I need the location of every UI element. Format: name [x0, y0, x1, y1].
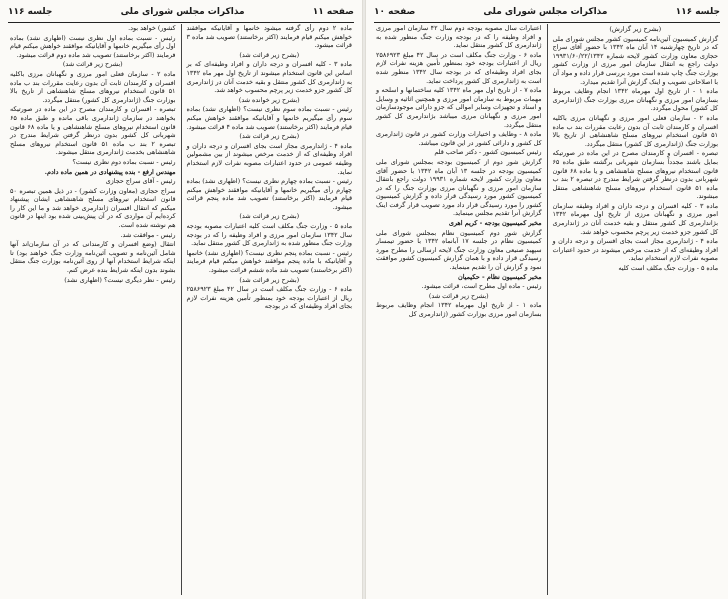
paragraph: ماده ۶ - وزارت جنگ مکلف است در سال ۴۲ مبلغ ۲۵۸۶۹۲۳ ریال از اعتبارات بودجه خود بمنظور تأمین هزینه نفرات لازم بجای افراد وظیفه‌ای که در بودجه سال ۱۳۴۲ منظور شده است به ژاندارمری کل کشور پرداخت نماید. [376, 50, 542, 85]
paragraph: رئیس - نسبت بماده دوم نظری نیست؟ [72, 157, 176, 166]
left-page-title: مذاکرات مجلس شورای ملی [120, 7, 245, 17]
right-page [366, 0, 728, 599]
left-page-session: جلسه ۱۱۶ [8, 7, 53, 17]
paragraph: ماده ۲ دوم رأی گرفته میشود خانمها و آقایانیکه موافقند خواهش میکنم قیام فرمایند (اکثر برخاستند) تصویب شد ماده ۳ قرائت میشود. [186, 24, 352, 50]
stage-direction: (بشرح زیر گزارش) [609, 25, 662, 33]
paragraph: گزارش شور دوم کمیسیون نظام بمجلس شورای ملی کمیسیون نظام در جلسه ۱۷ آبانماه ۱۳۴۲ با حضور تیمسار سپهبد صنیعی معاون وزارت جنگ لایحه ارسالی را مطرح مورد رسیدگی قرار داده و با همان گزارش کمیسیون کشور موافقت نمود و گزارش آن را تقدیم مینماید. [376, 228, 542, 272]
paragraph: کشور) خواهد بود. [128, 24, 176, 32]
column-divider [547, 24, 548, 595]
paragraph: رئیس - نسبت بماده اول نظری نیست (اظهاری نشد) بماده اول رأی میگیریم خانمها و آقایانیکه موافقند خواهش میکنم قیام فرمایند (اکثر برخاستند) تصویب شد ماده دوم قرائت میشود. [10, 33, 176, 59]
paragraph: رئیس - نظر دیگری نیست؟ (اظهاری نشد) [64, 275, 176, 284]
paragraph: تبصره - افسران و کارمندان مصرح در این ماده در صورتیکه بخواهند در سازمان ژاندارمری باقی مانده و طبق ماده ۶۵ قانون استخدام نیروهای مسلح شاهنشاهی و یا ماده ۶۸ قانون شهربانی کل کشور بدون درنظر گرفتن شرایط مندرج در تبصره ۲ بند ب ماده ۵۱ قانون استخدام نیروهای مسلح شاهنشاهی بخدمت ژاندارمری منتقل میشوند. [10, 105, 176, 157]
stage-direction: (بشرح زیر قرائت شد) [239, 132, 300, 141]
paragraph: رئیس - موافقت شد. [120, 230, 176, 239]
paragraph: ماده ۱ - از تاریخ اول مهرماه ۱۳۴۲ انجام وظایف مربوط بسازمان امور مرزی بوزارت کشور (ژاندارمری کل [376, 301, 542, 318]
paragraph: ماده ۲ - سازمان فعلی امور مرزی و نگهبانان مرزی باکلیه افسران و کارمندان ثابت آن بدون رعایت مقررات بند ب ماده ۵۱ قانون استخدام نیروهای مسلح شاهنشاهی از تاریخ بالا بوزارت جنگ (ژاندارمری کل کشور) منتقل میگردد. [10, 69, 176, 104]
stage-direction: (بشرح زیر خوانده شد) [238, 95, 300, 104]
paragraph: ماده ۸ - وظایف و اختیارات وزارت کشور در قانون ژاندارمری کل کشور و دارائی کشور در این قانون میباشد. [376, 130, 542, 147]
paragraph: سراج حجازی (معاون وزارت کشور) - در ذیل همین تبصره ۵۰ قانون استخدام نیروهای مسلح شاهنشاهی ایشان پیشنهاد میکنم که انتقال افسران ژاندارمری خواهد شد و ما این کار را کرده‌ایم آن مواردی که در آن پیش‌بینی شده بود اینها در قانون هم نوشته شده است. [10, 186, 176, 230]
column-divider [181, 24, 182, 595]
stage-direction: (بشرح زیر قرائت شد) [239, 275, 300, 284]
paragraph: ماده ۳ - کلیه افسران و درجه داران و افراد وظیفه سازمان امور مرزی و نگهبانان مرزی از تاریخ اول مهرماه ۱۳۴۲ بژاندارمری کل کشور منتقل و بقیه خدمت آنان در ژاندارمری کل کشور جزو خدمت زیر پرچم محسوب خواهد شد. [552, 201, 718, 236]
paragraph: ماده ۵ - وزارت جنگ مکلف است کلیه اعتبارات مصوبه بودجه سال ۱۳۴۲ سازمان امور مرزی و افراد وظیفه را که در بودجه وزارت جنگ منظور شده به ژاندارمری کل کشور منتقل نماید. [186, 222, 352, 248]
paragraph: ماده ۴ - ژاندارمری مجاز است بجای افسران و درجه داران و افراد وظیفه‌ای که از خدمت مرخص میشوند از بین مشمولین وظیفه عمومی در حدود اعتبارات مصوبه نفرات لازم استخدام نماید. [186, 141, 352, 176]
paragraph: اعتبارات سال مصوبه بودجه دوم سال ۴۲ سازمان امور مرزی و افراد وظیفه را که در بودجه وزارت جنگ منظور شده به ژاندارمری کل کشور منتقل نماید. [376, 24, 542, 50]
paragraph: ماده ۳ - کلیه افسران و درجه داران و افراد وظیفه‌ای که بر اساس این قانون استخدام میشوند از تاریخ اول مهر ماه ۱۳۴۲ به ژاندارمری کل کشور منتقل و بقیه خدمت آنان در ژاندارمری کل کشور جزو خدمت زیر پرچم محسوب خواهد شد. [186, 60, 352, 95]
paragraph: ماده ۶ - وزارت جنگ مکلف است در سال ۴۲ مبلغ ۲۵۸۶۹۲۳ ریال از اعتبارات بودجه خود بمنظور تأمین هزینه نفرات لازم بجای افراد وظیفه‌ای که در بودجه [186, 285, 352, 311]
paragraph: ماده ۱ - از تاریخ اول مهرماه ۱۳۴۲ انجام وظایف مربوط بسازمان امور مرزی و نگهبانان مرزی بوزارت جنگ (ژاندارمری کل کشور) محول میگردد. [552, 87, 718, 113]
right-page-session: جلسه ۱۱۶ [675, 7, 720, 17]
paragraph: مهندس ارفع - بنده پیشنهادی در همین ماده دادم. [44, 167, 176, 176]
right-page-columns [372, 24, 722, 595]
stage-direction: (بشرح زیر قرائت شد) [62, 60, 123, 69]
stage-direction: (بشرح زیر قرائت شد) [239, 212, 300, 221]
paragraph: رئیس - نسبت بماده سوم نظری نیست؟ (اظهاری نشد) بماده سوم رأی میگیریم خانمها و آقایانیکه موافقند خواهش میکنم قیام فرمایند (اکثر برخاستند) تصویب شد ماده ۴ قرائت میشود. [186, 105, 352, 131]
stage-direction: (بشرح زیر قرائت شد) [428, 291, 489, 300]
left-page-header [8, 4, 354, 23]
paragraph: ماده ۷ - از تاریخ اول مهر ماه ۱۳۴۲ کلیه ساختمانها و اسلحه و مهمات مربوط به سازمان امور مرزی و همچنین اثاثیه و وسایل و اسناد و تجهیزات وسایر اموالی که جزو دارائی موجودسازمان امور مرزی و نگهبانان مرزی میباشد بژاندارمری کل کشور منتقل میگردد. [376, 86, 542, 129]
paragraph: ماده ۴ - ژاندارمری مجاز است بجای افسران و درجه داران و افراد وظیفه‌ای که از خدمت مرخص میشوند در حدود اعتبارات مصوبه نفرات لازم استخدام نماید. [552, 237, 718, 263]
left-page [0, 0, 362, 599]
paragraph: رئیس - آقای سراج حجازی [105, 177, 176, 186]
left-page-number: صفحه ۱۱ [312, 7, 354, 17]
paragraph: انتقال (وضع افسران و کارمندانی که در آن سازمان‌اند آنها شامل آئین‌نامه و تصویب آئین‌نامه وزارت جنگ خواهند بود) تا اینکه شرایط استخدام آنها از روی آئین‌نامه بوزارت جنگ منتقل بشوند بدون اینکه شرایط بنده عرض کنم. [10, 240, 176, 275]
paragraph: رئیس کمیسیون کشور - دکتر صاحب قلم [434, 148, 542, 157]
paragraph: ماده ۵ - وزارت جنگ مکلف است کلیه [618, 264, 718, 273]
paragraph: گزارش شور دوم از کمیسیون بودجه بمجلس شورای ملی کمیسیون بودجه در جلسه ۱۳ آبان ماه ۱۳۴۲ با حضور آقای معاون وزارت کشور لایحه شماره ۱۹۹۳۱ دولت راجع بانتقال سازمان امور مرزی و نگهبانان مرزی بوزارت جنگ را که در کمیسیون کشور مورد رسیدگی قرار داده و گزارش کمیسیون کشور را مورد رسیدگی قرار داد مورد تصویب قرار گرفت اینک گزارش آنرا تقدیم مجلس مینماید. [376, 157, 542, 218]
right-page-number: صفحه ۱۰ [374, 7, 416, 17]
paragraph: تبصره - افسران و کارمندان مصرح در این ماده در صورتیکه بمایل باشند مجدداً بسازمان شهربانی برگشته طبق ماده ۶۵ قانون استخدام نیروهای مسلح شاهنشاهی و یا ماده ۶۸ قانون شهربانی بدون درنظر گرفتن شرایط مندرج در تبصره ۲ بند ب ماده ۵۱ قانون استخدام نیروهای مسلح شاهنشاهی منتقل میشوند. [552, 149, 718, 201]
left-page-column-left [6, 24, 180, 595]
paragraph: گزارش کمیسیون آئین‌نامه کمیسیون کشور مجلس شورای ملی که در تاریخ چهارشنبه ۱۴ آبان ماه ۱۳۴۲ با حضور آقای سراج حجازی معاون وزارت کشور لایحه شماره ۱۹۹۳۱/۶۰/۲۲/۱۳۴۲ دولت راجع به انتقال سازمان امور مرزی از وزارت کشور بوزارت جنگ چاپ شده است مورد بررسی قرار داده و مواد آن با اصلاحاتی تصویب و اینک گزارش آنرا تقدیم میدارد. [552, 34, 718, 86]
left-page-columns [6, 24, 356, 595]
paragraph: مخبر کمیسیون بودجه - کریم اهری [448, 219, 542, 228]
paragraph: ماده ۲ - سازمان فعلی امور مرزی و نگهبانان مرزی باکلیه افسران و کارمندان ثابت آن بدون رعایت مقررات بند ب ماده ۵۱ قانون استخدام نیروهای مسلح شاهنشاهی از تاریخ بالا بوزارت جنگ (ژاندارمری کل کشور) منتقل میگردد. [552, 113, 718, 148]
right-page-column-left [372, 24, 546, 595]
right-page-column-right [549, 24, 723, 595]
paragraph: مخبر کمیسیون نظام - حکیمیان [458, 272, 542, 281]
paragraph: رئیس - ماده اول مطرح است، قرائت میشود. [421, 282, 542, 291]
right-page-header [374, 4, 720, 23]
paragraph: رئیس - نسبت بماده چهارم نظری نیست؟ (اظهاری نشد) بماده چهارم رأی میگیریم خانمها و آقایانیکه موافقند خواهش میکنم قیام فرمایند (اکثر برخاستند) تصویب شد ماده پنجم قرائت میشود. [186, 177, 352, 211]
right-page-title: مذاکرات مجلس شورای ملی [483, 7, 608, 17]
paragraph: رئیس - نسبت بماده پنجم نظری نیست؟ (اظهاری نشد) خانمها و آقایانیکه با ماده پنجم موافقند خواهش میکنم قیام فرمایند (اکثر برخاستند) تصویب شد ماده ششم قرائت میشود. [186, 248, 352, 275]
left-page-column-right [183, 24, 357, 595]
stage-direction: (بشرح زیر قرائت شد) [239, 50, 300, 59]
